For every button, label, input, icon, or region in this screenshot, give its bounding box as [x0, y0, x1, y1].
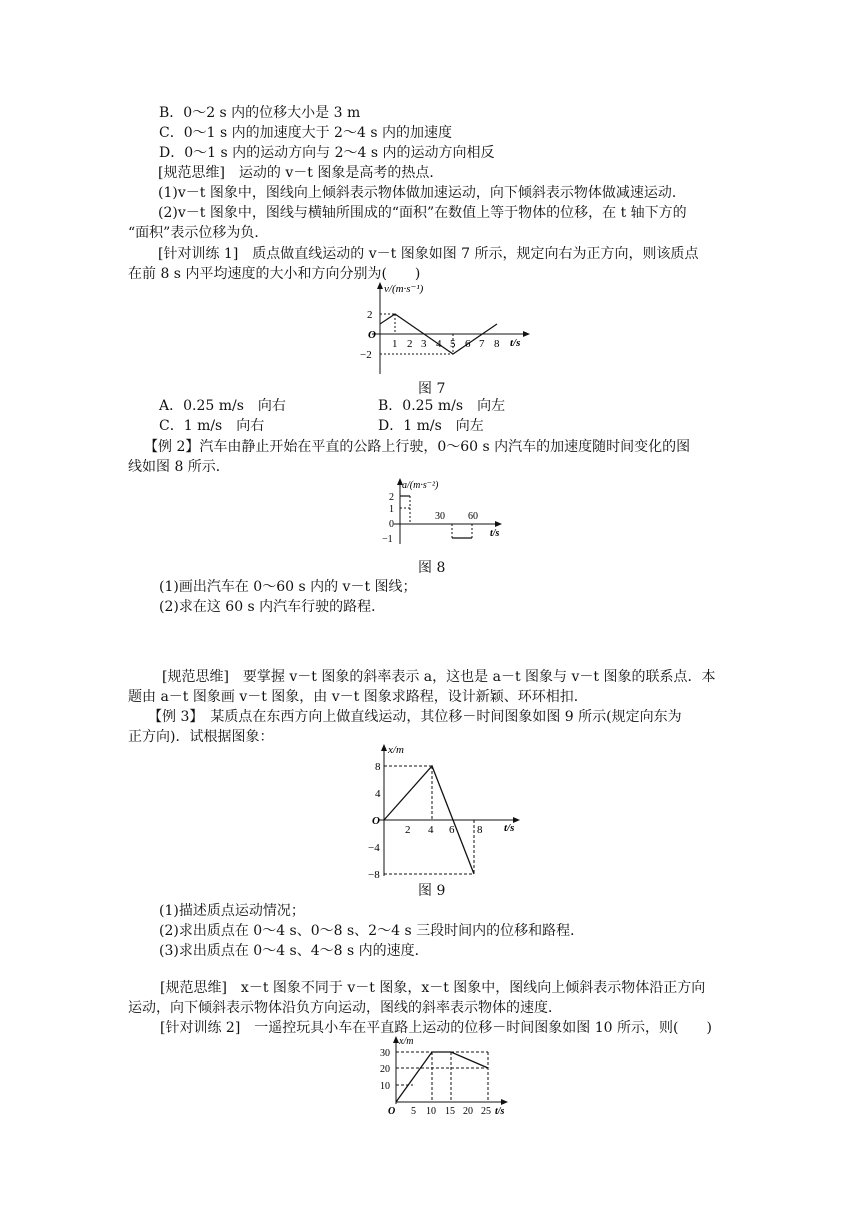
- fig9-ylabel: x/m: [388, 744, 404, 756]
- fig9-xtick: 6: [449, 824, 455, 836]
- fig9-ytick: −8: [368, 869, 380, 880]
- guide-point-2: (2)v－t 图象中，图线与横轴所围成的“面积”在数值上等于物体的位移，在 t 轴下方的: [158, 205, 687, 221]
- guide-note-1: [规范思维] 运动的 v－t 图象是高考的热点．: [158, 165, 444, 181]
- fig9-xlabel: t/s: [504, 822, 515, 834]
- guide-point-2-cont: “面积”表示位移为负．: [128, 225, 269, 241]
- fig9-ytick: 4: [375, 788, 381, 800]
- figure-8-chart: [360, 474, 510, 548]
- fig10-xtick: 15: [445, 1106, 455, 1114]
- fig7-origin: O: [368, 329, 376, 341]
- fig8-ytick: −1: [382, 534, 393, 545]
- example-2-cont: 线如图 8 所示．: [128, 459, 230, 475]
- example-3-cont: 正方向)．试根据图象：: [128, 729, 274, 745]
- guide-point-1: (1)v－t 图象中，图线向上倾斜表示物体做加速运动，向下倾斜表示物体做减速运动．: [158, 185, 686, 201]
- example-2-q2: (2)求在这 60 s 内汽车行驶的路程．: [159, 599, 386, 615]
- fig9-xtick: 2: [405, 824, 411, 836]
- figure-9-caption: 图 9: [418, 883, 446, 899]
- fig10-ytick: 10: [380, 1081, 390, 1092]
- fig8-ytick: 0: [389, 519, 394, 530]
- figure-10-chart: [370, 1034, 520, 1114]
- fig8-ytick: 1: [389, 504, 394, 515]
- guide-note-3-cont: 运动，向下倾斜表示物体沿负方向运动，图线的斜率表示物体的速度．: [128, 1000, 562, 1016]
- fig7-xtick: 6: [465, 338, 471, 350]
- fig10-xlabel: t/s: [495, 1106, 505, 1114]
- practice-2-title: [针对训练 2] 一遥控玩具小车在平直路上运动的位移－时间图象如图 10 所示，则( ): [160, 1020, 712, 1036]
- guide-note-2-cont: 题由 a－t 图象画 v－t 图象，由 v－t 图象求路程，设计新颖、环环相扣．: [128, 689, 588, 705]
- fig8-ytick: 2: [389, 492, 394, 503]
- fig9-xtick: 4: [428, 824, 434, 836]
- fig10-xtick: 10: [426, 1106, 436, 1114]
- fig10-xtick: 5: [411, 1106, 416, 1114]
- fig7-xtick: 2: [407, 338, 413, 350]
- practice-1-cont: 在前 8 s 内平均速度的大小和方向分别为( ): [128, 266, 421, 282]
- fig10-origin: O: [388, 1106, 396, 1114]
- fig7-xtick: 3: [421, 338, 427, 350]
- fig7-xtick: 4: [436, 338, 442, 350]
- fig10-ytick: 30: [380, 1048, 390, 1059]
- fig8-xtick: 60: [468, 511, 478, 522]
- fig7-ytick: 2: [367, 309, 373, 321]
- fig9-ytick: −4: [368, 842, 380, 854]
- fig9-xtick: 8: [477, 824, 483, 836]
- fig8-xlabel: t/s: [490, 528, 500, 539]
- option-c: C．0～1 s 内的加速度大于 2～4 s 内的加速度: [159, 125, 452, 141]
- fig10-xtick: 25: [481, 1106, 491, 1114]
- fig7-xtick: 7: [479, 338, 485, 350]
- fig7-ylabel: v/(m·s⁻¹): [384, 283, 424, 295]
- fig8-xtick: 30: [435, 511, 445, 522]
- fig7-xlabel: t/s: [510, 337, 521, 349]
- example-3-q3: (3)求出质点在 0～4 s、4～8 s 内的速度．: [159, 943, 429, 959]
- fig7-xtick: 8: [494, 338, 500, 350]
- example-3-title: 【例 3】 某质点在东西方向上做直线运动，其位移－时间图象如图 9 所示(规定向东为: [148, 709, 682, 725]
- fig9-origin: O: [372, 815, 380, 827]
- option-d-1: D．1 m/s 向左: [378, 418, 484, 434]
- example-2-title: 【例 2】汽车由静止开始在平直的公路上行驶，0～60 s 内汽车的加速度随时间变化的图: [144, 439, 691, 455]
- figure-7-caption: 图 7: [418, 381, 446, 397]
- guide-note-3: [规范思维] x－t 图象不同于 v－t 图象，x－t 图象中，图线向上倾斜表示物体沿正方向: [160, 980, 706, 996]
- fig10-xtick: 20: [463, 1106, 473, 1114]
- option-c-1: C．1 m/s 向右: [159, 418, 265, 434]
- fig7-xtick: 5: [450, 338, 456, 350]
- guide-note-2: [规范思维] 要掌握 v－t 图象的斜率表示 a，这也是 a－t 图象与 v－t 图象的联系点．本: [162, 669, 716, 685]
- fig8-ylabel: a/(m·s⁻²): [402, 480, 439, 491]
- option-b: B．0～2 s 内的位移大小是 3 m: [159, 105, 361, 121]
- example-3-q1: (1)描述质点运动情况；: [159, 903, 305, 919]
- option-b-1: B．0.25 m/s 向左: [378, 398, 506, 414]
- fig7-ytick: −2: [360, 349, 372, 361]
- practice-1-title: [针对训练 1] 质点做直线运动的 v－t 图象如图 7 所示，规定向右为正方向，则该质点: [158, 246, 699, 262]
- figure-8-caption: 图 8: [418, 560, 446, 576]
- fig7-xtick: 1: [392, 338, 398, 350]
- example-3-q2: (2)求出质点在 0～4 s、0～8 s、2～4 s 三段时间内的位移和路程．: [159, 923, 585, 939]
- figure-7-chart: [340, 280, 540, 380]
- option-d: D．0～1 s 内的运动方向与 2～4 s 内的运动方向相反: [159, 145, 495, 161]
- option-a-1: A．0.25 m/s 向右: [159, 398, 286, 414]
- example-2-q1: (1)画出汽车在 0～60 s 内的 v－t 图线；: [159, 579, 417, 595]
- figure-9-chart: [340, 740, 530, 880]
- fig9-ytick: 8: [375, 761, 381, 773]
- fig10-ytick: 20: [380, 1064, 390, 1075]
- fig10-ylabel: x/m: [399, 1036, 414, 1047]
